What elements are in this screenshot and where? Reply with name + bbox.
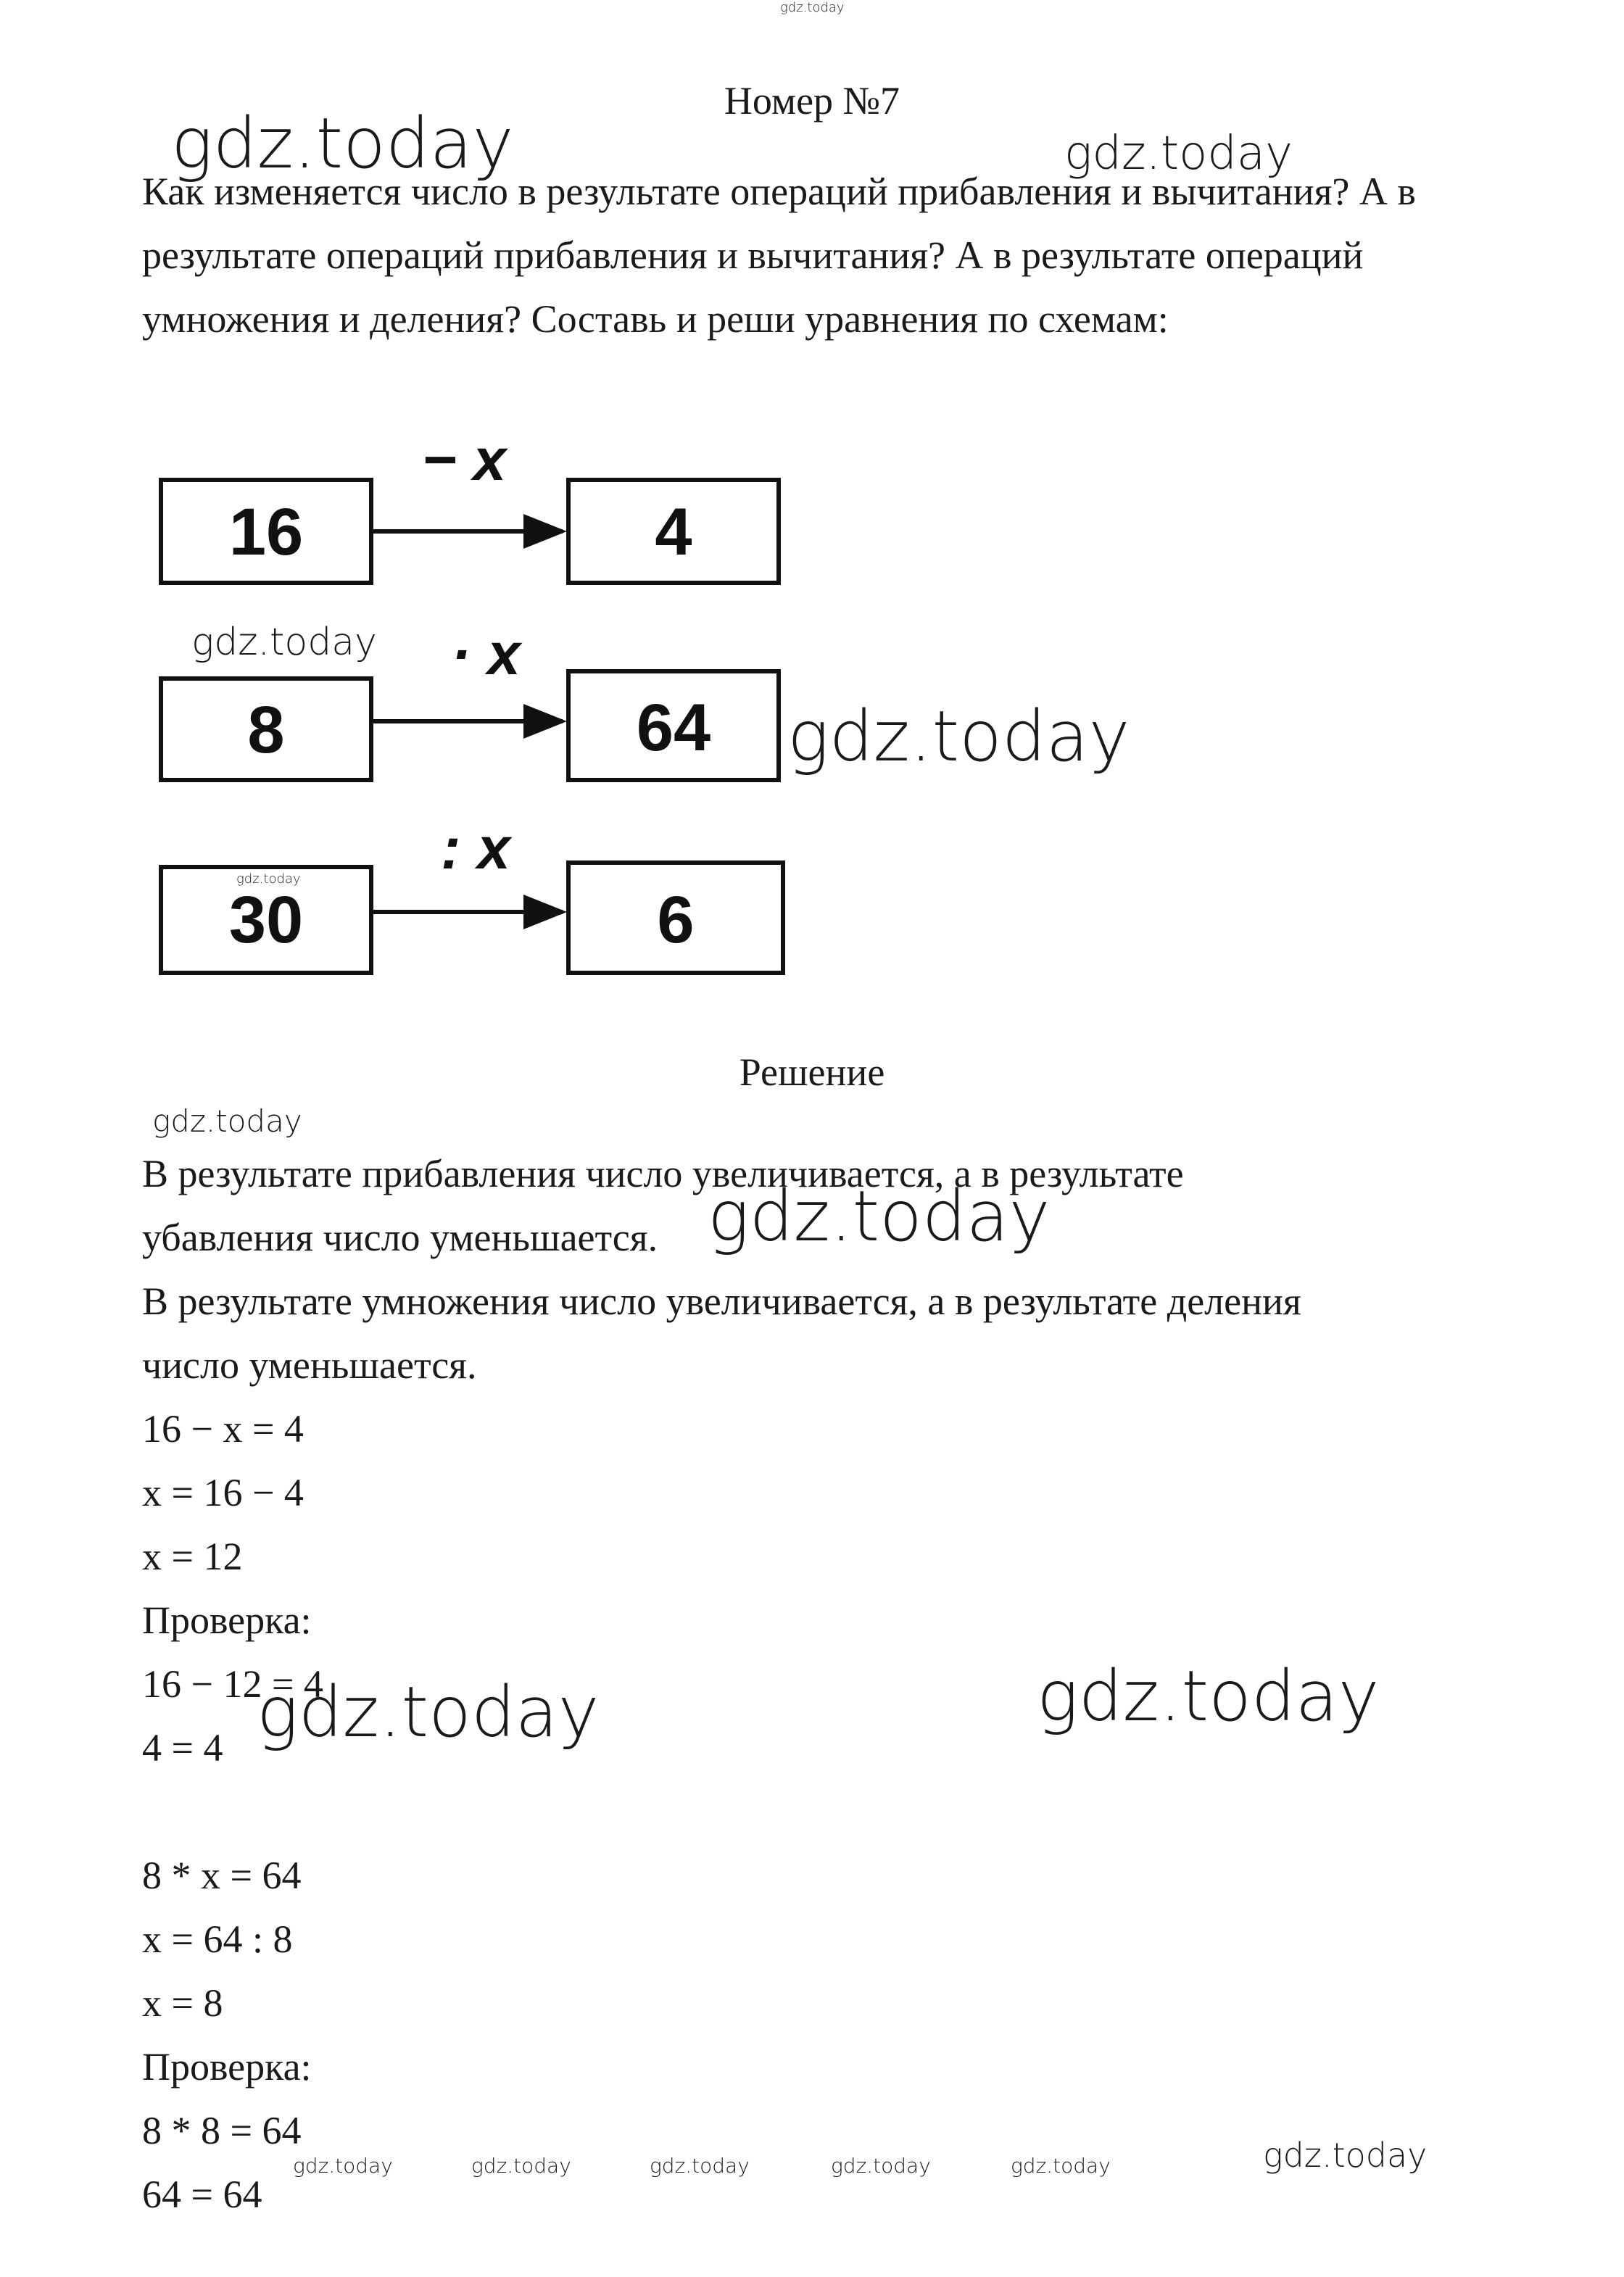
task-text: Как изменяется число в результате операций прибавления и вычитания? А в результате операций прибавления и вычитания? А в результате операций умножения и деления? Составь и реши уравнения по схемам: [142, 170, 1416, 341]
watermark: gdz.today [1037, 1656, 1380, 1737]
scheme-3-result-value: 6 [657, 883, 695, 957]
equation-line: 16 − x = 4 [142, 1407, 304, 1451]
equation-line: x = 64 : 8 [142, 1917, 293, 1961]
watermark: gdz.today [1064, 127, 1293, 181]
scheme-1-operation: − x [421, 435, 507, 493]
equation-line: 64 = 64 [142, 2173, 262, 2216]
watermark: gdz.today [1011, 2154, 1111, 2178]
solution-line: убавления число уменьшается. [142, 1216, 658, 1259]
solution-line: В результате умножения число увеличивается, а в результате деления [142, 1279, 1301, 1323]
equation-line: x = 16 − 4 [142, 1471, 304, 1514]
schemes-diagram [152, 435, 805, 1000]
scheme-3-start-value: 30 [228, 883, 304, 957]
scheme-1-result-value: 4 [655, 495, 692, 569]
watermark: gdz.today [152, 1103, 302, 1139]
watermark: gdz.today [471, 2154, 571, 2178]
equation-line: 16 − 12 = 4 [142, 1662, 323, 1706]
equation-line: 8 * x = 64 [142, 1854, 302, 1897]
watermark: gdz.today [1263, 2136, 1428, 2175]
watermark: gdz.today [171, 103, 514, 184]
equation-line: 8 * 8 = 64 [142, 2109, 302, 2152]
watermark: gdz.today [650, 2154, 750, 2178]
check-label: Проверка: [142, 2045, 312, 2089]
watermark: gdz.today [780, 0, 845, 15]
equation-line: x = 12 [142, 1535, 243, 1578]
scheme-2 [161, 621, 779, 780]
check-label: Проверка: [142, 1598, 312, 1642]
equation-line: 4 = 4 [142, 1726, 223, 1770]
watermark: gdz.today [708, 1176, 1051, 1257]
watermark: gdz.today [293, 2154, 393, 2178]
watermark: gdz.today [236, 871, 301, 887]
scheme-1 [161, 435, 779, 583]
watermark: gdz.today [831, 2154, 931, 2178]
solution-line: В результате прибавления число увеличивается, а в результате [142, 1152, 1184, 1195]
solution-line: число уменьшается. [142, 1343, 477, 1387]
page-title: Номер №7 [724, 79, 900, 123]
watermark: gdz.today [191, 621, 377, 664]
scheme-2-operation: · x [451, 621, 521, 687]
scheme-3-operation: : x [441, 816, 510, 882]
solution-heading: Решение [739, 1050, 885, 1094]
scheme-2-result-value: 64 [636, 691, 711, 765]
scheme-1-start-value: 16 [228, 495, 304, 569]
watermark: gdz.today [787, 696, 1130, 777]
equation-line: x = 8 [142, 1981, 223, 2025]
watermark: gdz.today [257, 1672, 600, 1753]
scheme-3 [161, 816, 783, 973]
scheme-2-start-value: 8 [247, 693, 285, 767]
